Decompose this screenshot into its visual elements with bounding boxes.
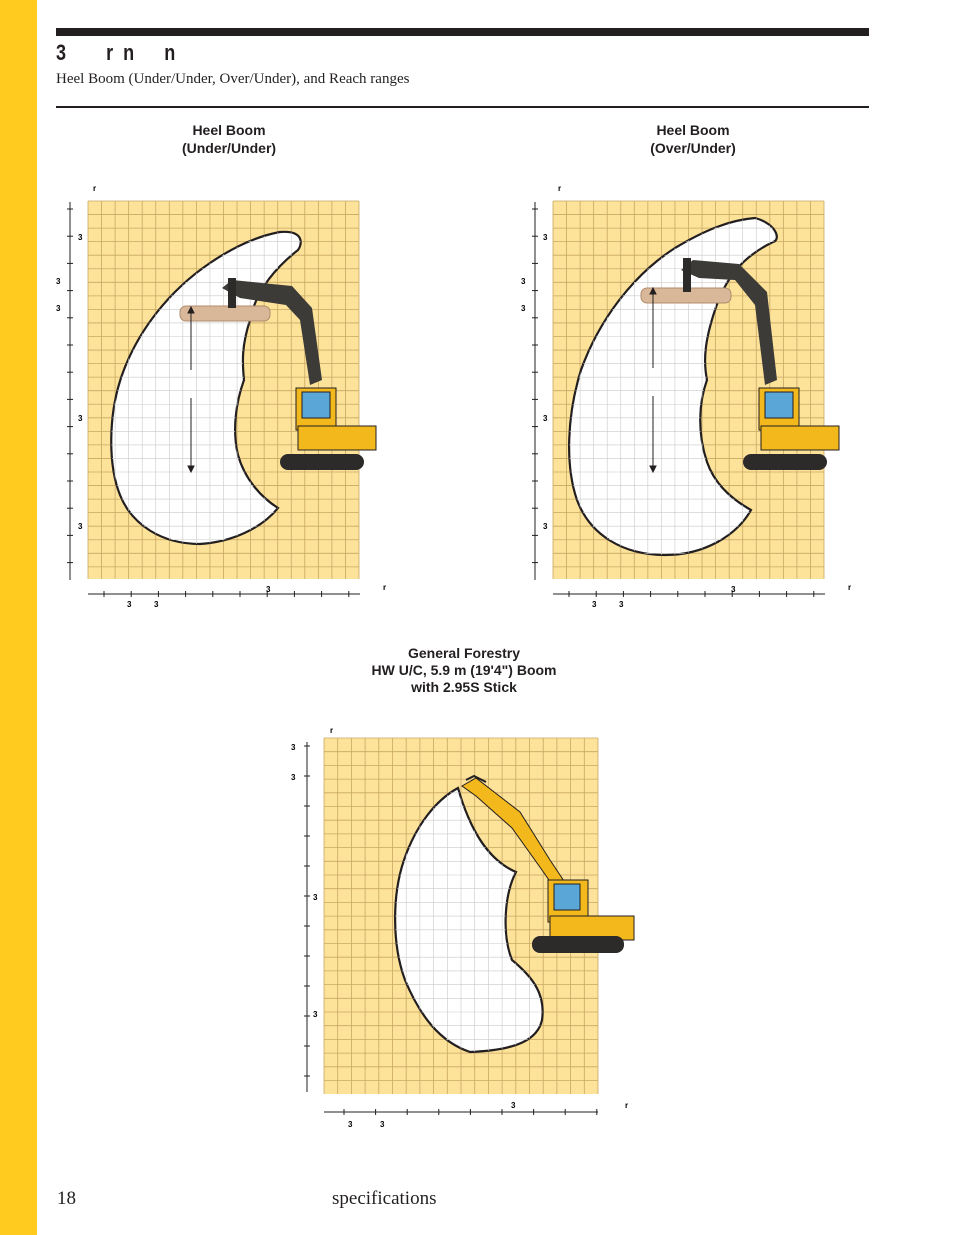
axis-bottom-label: r (848, 583, 852, 592)
y-tick-label: 3 (313, 893, 318, 902)
footer-label: specifications (332, 1188, 437, 1209)
x-tick-label: 3 (154, 600, 159, 609)
x-tick-label: 3 (619, 600, 624, 609)
y-tick-label: 3 (78, 233, 83, 242)
axis-bottom-label: r (383, 583, 387, 592)
axis-bottom-label: r (625, 1101, 629, 1110)
x-tick-label: 3 (266, 585, 271, 594)
page-heading: 3 r n n (56, 40, 176, 65)
y-tick-label: 3 (56, 304, 61, 313)
side-stripe (0, 0, 37, 1235)
reach-diagram-under-under (50, 180, 395, 610)
panel-title-line2: (Over/Under) (650, 140, 736, 156)
x-tick-label: 3 (511, 1101, 516, 1110)
header-rule (56, 28, 869, 36)
y-tick-label: 3 (543, 522, 548, 531)
panel-title-over-under (593, 121, 793, 157)
panel-title-line3: with 2.95S Stick (411, 679, 517, 695)
x-tick-label: 3 (731, 585, 736, 594)
y-tick-label: 3 (543, 414, 548, 423)
axis-top-label: r (330, 726, 334, 735)
y-tick-label: 3 (313, 1010, 318, 1019)
panel-title-line2: HW U/C, 5.9 m (19'4") Boom (371, 662, 557, 678)
panel-title-line1: Heel Boom (192, 122, 266, 138)
y-tick-label: 3 (291, 743, 296, 752)
y-tick-label: 3 (543, 233, 548, 242)
panel-title-under-under (129, 121, 329, 157)
page-subtitle: Heel Boom (Under/Under, Over/Under), and Reach ranges (56, 71, 410, 87)
y-tick-label: 3 (78, 522, 83, 531)
panel-title-line2: (Under/Under) (181, 140, 277, 156)
reach-diagram-forestry (280, 720, 650, 1135)
reach-diagram-over-under (515, 180, 860, 610)
x-tick-label: 3 (592, 600, 597, 609)
x-tick-label: 3 (380, 1120, 385, 1129)
panel-title-line1: General Forestry (407, 645, 521, 661)
panel-title-line1: Heel Boom (656, 122, 730, 138)
panel-title-forestry (334, 645, 594, 696)
axis-top-label: r (93, 184, 97, 193)
x-tick-label: 3 (348, 1120, 353, 1129)
page-number: 18 (57, 1188, 76, 1209)
y-tick-label: 3 (291, 773, 296, 782)
y-tick-label: 3 (521, 277, 526, 286)
section-rule (56, 106, 869, 108)
y-tick-label: 3 (56, 277, 61, 286)
x-tick-label: 3 (127, 600, 132, 609)
y-tick-label: 3 (521, 304, 526, 313)
axis-top-label: r (558, 184, 562, 193)
y-tick-label: 3 (78, 414, 83, 423)
